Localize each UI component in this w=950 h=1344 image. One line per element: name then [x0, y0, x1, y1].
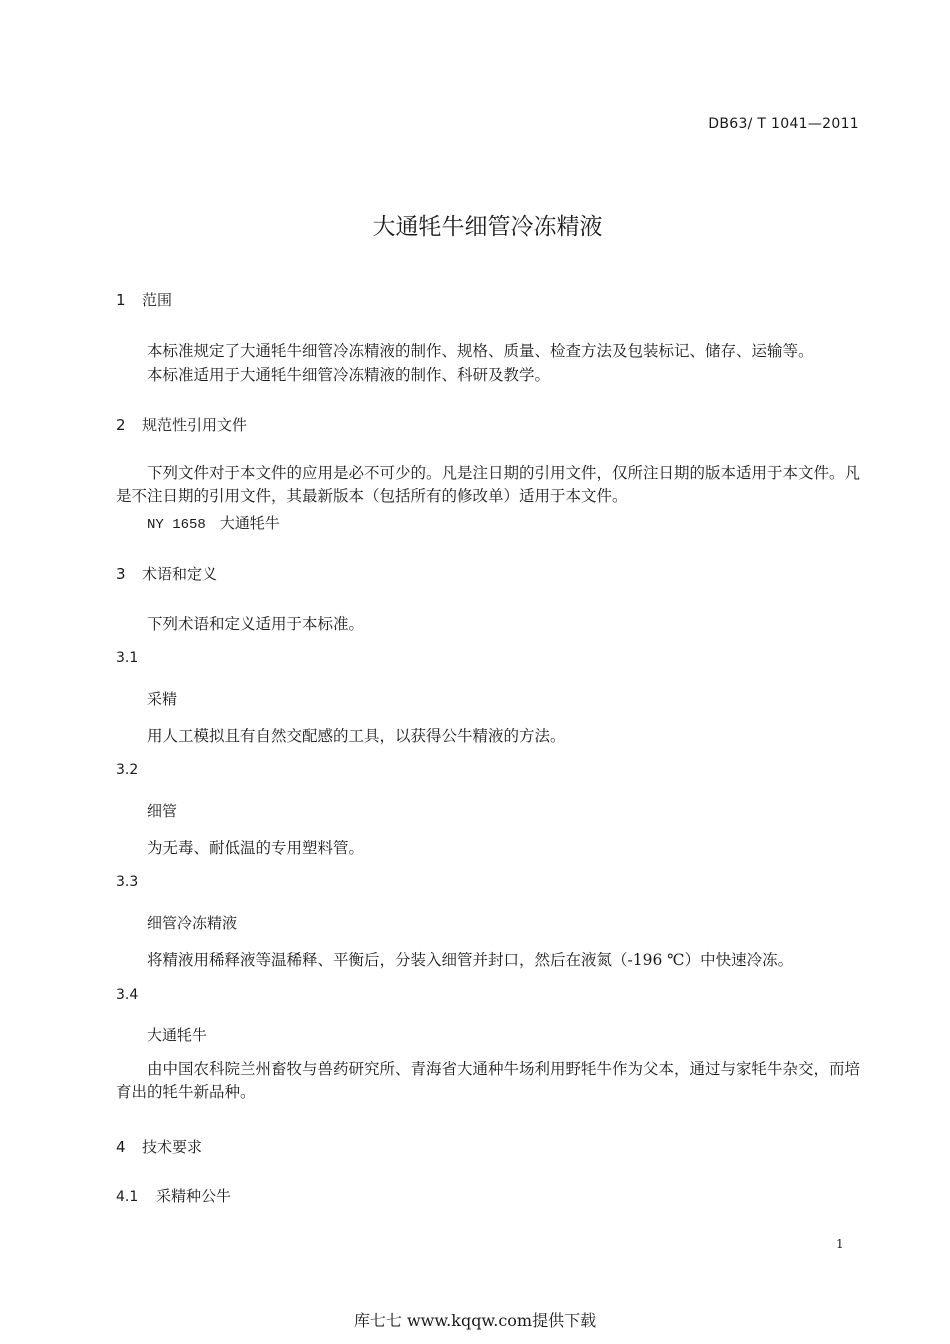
section-4-heading	[116, 1136, 202, 1157]
term-number: 3.2	[116, 762, 139, 778]
section-3-paragraph: 下列术语和定义适用于本标准。	[147, 615, 365, 633]
page-number: 1	[836, 1237, 844, 1251]
normative-reference	[147, 512, 280, 533]
section-title: 术语和定义	[142, 565, 218, 583]
term-definition: 为无毒、耐低温的专用塑料管。	[147, 839, 365, 857]
section-1-heading	[116, 289, 172, 310]
term-name: 细管冷冻精液	[147, 914, 238, 932]
term-name: 大通牦牛	[147, 1026, 208, 1044]
term-name: 采精	[147, 690, 178, 708]
term-number: 3.4	[116, 987, 139, 1003]
subsection-number: 4.1	[116, 1189, 139, 1205]
term-name: 细管	[147, 802, 178, 820]
term-definition: 由中国农科院兰州畜牧与兽药研究所、青海省大通种牛场利用野牦牛作为父本，通过与家牦牛杂交，而培育出的牦牛新品种。	[116, 1060, 861, 1101]
subsection-4-1-heading	[116, 1185, 231, 1206]
section-number: 1	[116, 291, 126, 309]
section-title: 规范性引用文件	[142, 416, 248, 434]
reference-code: NY 1658	[147, 517, 206, 533]
document-title: 大通牦牛细管冷冻精液	[372, 214, 603, 240]
section-number: 3	[116, 565, 126, 583]
section-2-heading	[116, 414, 247, 435]
standard-code: DB63/ T 1041—2011	[708, 116, 859, 132]
section-3-heading	[116, 563, 217, 584]
section-2-paragraph: 下列文件对于本文件的应用是必不可少的。凡是注日期的引用文件，仅所注日期的版本适用于本文件。凡是不注日期的引用文件，其最新版本（包括所有的修改单）适用于本文件。	[116, 464, 861, 505]
term-definition: 将精液用稀释液等温稀释、平衡后，分装入细管并封口，然后在液氮（-196 ℃）中快速冷冻。	[147, 951, 794, 969]
download-footer: 库七七 www.kqqw.com提供下载	[353, 1311, 597, 1330]
section-number: 4	[116, 1138, 126, 1156]
term-number: 3.3	[116, 874, 139, 890]
subsection-title: 采精种公牛	[156, 1187, 232, 1205]
section-title: 范围	[142, 291, 173, 309]
term-definition: 用人工模拟且有自然交配感的工具，以获得公牛精液的方法。	[147, 727, 566, 745]
section-1-paragraph-2: 本标准适用于大通牦牛细管冷冻精液的制作、科研及教学。	[147, 366, 551, 384]
section-1-paragraph-1: 本标准规定了大通牦牛细管冷冻精液的制作、规格、质量、检查方法及包装标记、储存、运输等。	[147, 342, 814, 360]
section-title: 技术要求	[142, 1138, 203, 1156]
section-number: 2	[116, 416, 126, 434]
term-number: 3.1	[116, 650, 139, 666]
reference-title: 大通牦牛	[219, 514, 280, 532]
